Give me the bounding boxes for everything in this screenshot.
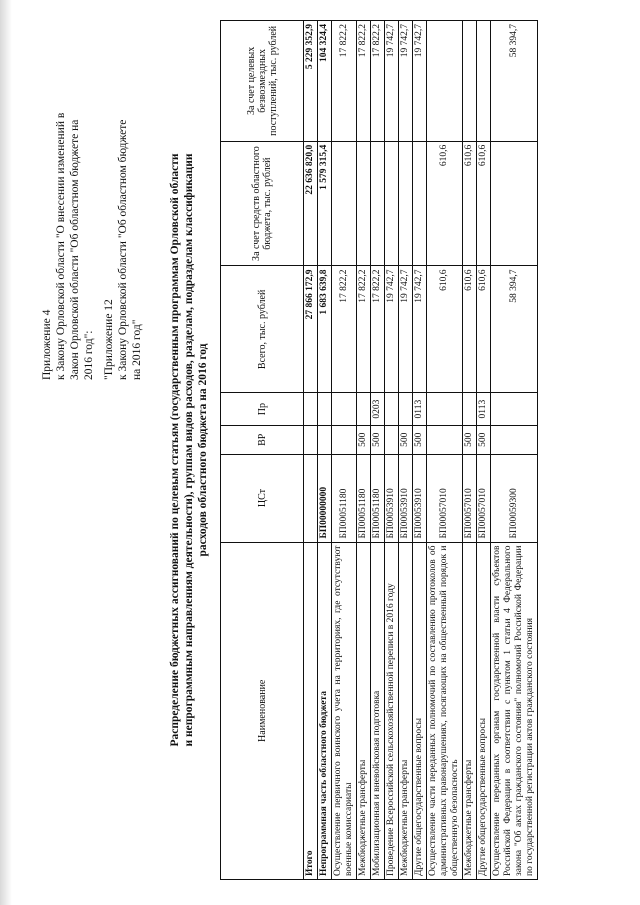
table-row: [477, 21, 491, 880]
cell-pr: [332, 393, 357, 426]
cell-name: Другие общегосударственные вопросы: [413, 542, 427, 879]
cell-total: 1 683 639,8: [318, 266, 332, 393]
cell-cst: БП00059300: [491, 454, 538, 542]
scan-edge: [0, 0, 12, 905]
cell-name: Проведение Всероссийской сельскохозяйственной переписи в 2016 году: [385, 542, 399, 879]
cell-cst: БП00053910: [399, 454, 413, 542]
cell-pr: 0203: [371, 393, 385, 426]
appendix-12-line: к Закону Орловской области "Об областном бюджете: [117, 119, 129, 380]
table-body: [304, 21, 538, 880]
cell-cst: БП00051180: [332, 454, 357, 542]
cell-cst: БП00000000: [318, 454, 332, 542]
cell-pr: [318, 393, 332, 426]
cell-regional: [332, 141, 357, 266]
header-regional: За счет средств областного бюджета, тыс. рублей: [221, 141, 304, 266]
cell-regional: [491, 141, 538, 266]
cell-regional: [357, 141, 371, 266]
cell-federal: 17 822,2: [332, 21, 357, 142]
cell-pr: [399, 393, 413, 426]
cell-total: 610,6: [477, 266, 491, 393]
cell-vr: 500: [371, 425, 385, 454]
title-line: Распределение бюджетных ассигнований по целевым статьям (государственным программам Орловской области: [169, 153, 181, 747]
appendix-4-line: к Закону Орловской области "О внесении изменений в: [55, 112, 67, 380]
cell-federal: 19 742,7: [399, 21, 413, 142]
cell-name: Непрограммная часть областного бюджета: [318, 542, 332, 879]
cell-total: 610,6: [463, 266, 477, 393]
cell-pr: [491, 393, 538, 426]
budget-table: [220, 20, 538, 880]
table-row: [413, 21, 427, 880]
cell-federal: [427, 21, 463, 142]
cell-federal: 19 742,7: [413, 21, 427, 142]
appendix-4-note: [40, 50, 96, 380]
cell-pr: [385, 393, 399, 426]
table-row: [385, 21, 399, 880]
table-row: [463, 21, 477, 880]
appendix-4-line: 2016 год":: [83, 330, 95, 380]
cell-regional: [399, 141, 413, 266]
header-vr: ВР: [221, 425, 304, 454]
cell-cst: БП00057010: [463, 454, 477, 542]
table-row: [318, 21, 332, 880]
cell-pr: [357, 393, 371, 426]
cell-vr: 500: [477, 425, 491, 454]
table-row: [491, 21, 538, 880]
cell-regional: 1 579 315,4: [318, 141, 332, 266]
cell-pr: [463, 393, 477, 426]
cell-name: Осуществление переданных органам государственной власти субъектов Российской Федерации в соответствии с пунктом 1 статьи 4 Федерального закона "Об актах гражданского состояния" полномочий Российской Федерации по государственной регистрации актов гражданского состояния: [491, 542, 538, 879]
table-row: [371, 21, 385, 880]
appendix-4-line: Приложение 4: [41, 309, 53, 380]
cell-regional: [371, 141, 385, 266]
cell-federal: 104 324,4: [318, 21, 332, 142]
title-line: и непрограммным направлениям деятельности), группам видов расходов, разделам, подразделам классификации: [183, 153, 195, 747]
cell-federal: 17 822,2: [371, 21, 385, 142]
cell-name: Межбюджетные трансферты: [399, 542, 413, 879]
table-row: [357, 21, 371, 880]
cell-regional: [385, 141, 399, 266]
cell-total: 19 742,7: [399, 266, 413, 393]
cell-total: 19 742,7: [413, 266, 427, 393]
cell-cst: БП00051180: [371, 454, 385, 542]
appendix-12-note: [102, 50, 144, 380]
cell-pr: [304, 393, 318, 426]
cell-vr: 500: [399, 425, 413, 454]
cell-cst: [304, 454, 318, 542]
appendix-4-line: Закон Орловской области "Об областном бюджете на: [69, 119, 81, 380]
cell-name: Осуществление части переданных полномочий по составлению протоколов об административных правонарушениях, посягающих на общественный порядок и общественную безопасность: [427, 542, 463, 879]
cell-total: 610,6: [427, 266, 463, 393]
cell-cst: БП00051180: [357, 454, 371, 542]
appendix-12-line: "Приложение 12: [103, 299, 115, 380]
cell-name: Другие общегосударственные вопросы: [477, 542, 491, 879]
header-name: Наименование: [221, 542, 304, 879]
table-row: [399, 21, 413, 880]
table-row: [427, 21, 463, 880]
cell-name: Осуществление первичного воинского учета на территориях, где отсутствуют военные комиссариаты: [332, 542, 357, 879]
cell-federal: 17 822,2: [357, 21, 371, 142]
cell-federal: 58 394,7: [491, 21, 538, 142]
cell-federal: [477, 21, 491, 142]
cell-regional: 610,6: [477, 141, 491, 266]
cell-vr: 500: [413, 425, 427, 454]
cell-total: 58 394,7: [491, 266, 538, 393]
cell-cst: БП00057010: [427, 454, 463, 542]
cell-name: Межбюджетные трансферты: [463, 542, 477, 879]
cell-regional: 610,6: [463, 141, 477, 266]
cell-federal: 19 742,7: [385, 21, 399, 142]
table-header-row: [221, 21, 304, 880]
cell-total: 19 742,7: [385, 266, 399, 393]
cell-pr: 0113: [477, 393, 491, 426]
cell-vr: [318, 425, 332, 454]
cell-regional: 610,6: [427, 141, 463, 266]
table-row: [304, 21, 318, 880]
document-title: [168, 70, 210, 830]
cell-cst: БП00057010: [477, 454, 491, 542]
cell-federal: [463, 21, 477, 142]
header-federal: За счет целевых безвозмездных поступлений, тыс. рублей: [221, 21, 304, 142]
cell-cst: БП00053910: [385, 454, 399, 542]
cell-name: Итого: [304, 542, 318, 879]
cell-name: Мобилизационная и вневойсковая подготовка: [371, 542, 385, 879]
cell-federal: 5 229 352,9: [304, 21, 318, 142]
cell-total: 27 866 172,9: [304, 266, 318, 393]
cell-vr: [332, 425, 357, 454]
cell-total: 17 822,2: [371, 266, 385, 393]
cell-total: 17 822,2: [357, 266, 371, 393]
cell-regional: 22 636 820,0: [304, 141, 318, 266]
rotated-document-page: [40, 20, 600, 880]
appendix-12-line: на 2016 год": [131, 319, 143, 380]
cell-total: 17 822,2: [332, 266, 357, 393]
cell-vr: 500: [463, 425, 477, 454]
title-line: расходов областного бюджета на 2016 год: [197, 343, 209, 557]
cell-vr: 500: [357, 425, 371, 454]
cell-regional: [413, 141, 427, 266]
cell-vr: [304, 425, 318, 454]
header-pr: Пр: [221, 393, 304, 426]
header-cst: ЦСт: [221, 454, 304, 542]
header-total: Всего, тыс. рублей: [221, 266, 304, 393]
cell-name: Межбюджетные трансферты: [357, 542, 371, 879]
cell-pr: 0113: [413, 393, 427, 426]
cell-vr: [427, 425, 463, 454]
cell-vr: [385, 425, 399, 454]
cell-cst: БП00053910: [413, 454, 427, 542]
cell-pr: [427, 393, 463, 426]
table-row: [332, 21, 357, 880]
cell-vr: [491, 425, 538, 454]
